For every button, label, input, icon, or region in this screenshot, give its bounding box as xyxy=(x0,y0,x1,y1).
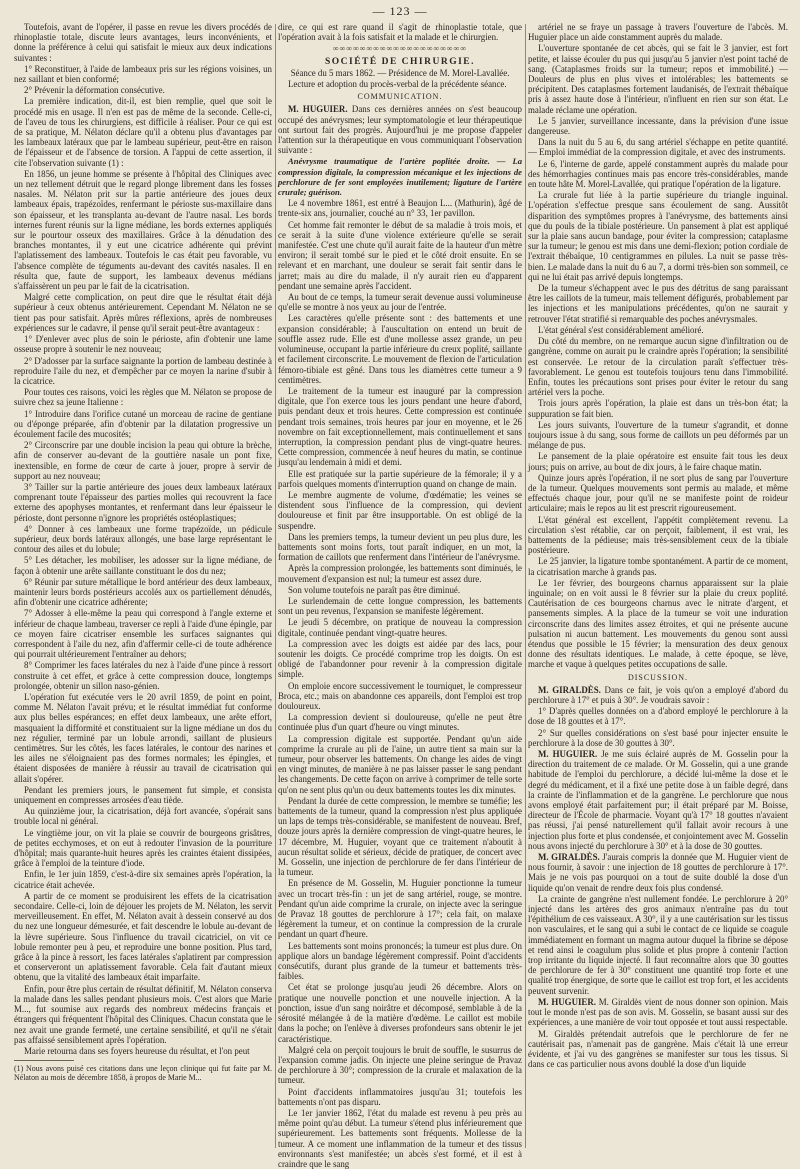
discussion-text: 1° D'après quelles données on a d'abord employé le perchlorure à la dose de 18 gouttes et à 17°. xyxy=(528,706,788,727)
communication-label: COMMUNICATION. xyxy=(357,92,443,102)
paragraph: Le membre augmente de volume, d'œdématie; les veines se distendent sous l'influence de la compression, qui devient douloureuse et finit par être insupportable. On est obligé de la suspendre. xyxy=(278,489,522,531)
discussion-paragraph xyxy=(528,728,788,748)
discussion-paragraph xyxy=(528,1029,788,1070)
paragraph: Au bout de ce temps, la tumeur serait devenue aussi volumineuse qu'elle se montre à nos yeux au jour de l'entrée. xyxy=(278,292,522,313)
paragraph: Le pansement de la plaie opératoire est ensuite fait tous les deux jours; puis on arrive, au bout de dix jours, à le faire chaque matin. xyxy=(528,451,788,472)
paragraph: Elle est pratiquée sur la partie supérieure de la fémorale; il y a parfois quelques moments d'interruption quand on change de main. xyxy=(278,468,522,489)
discussion-text: M. Giraldès prétendait autrefois que le perchlorure de fer ne cautérisait pas, n'amenait pas de gangrène. Mais c'était là une erreur évidente, et j'ai vu des gangrènes se manifester sur tous les tissus. Si dans ce cas particulier nous avons doublé la dose d'un liquide xyxy=(528,1028,788,1070)
paragraph: Les jours suivants, l'ouverture de la tumeur s'agrandit, et donne toujours issue à du sang, sous forme de caillots un peu déformés par un mélange de pus. xyxy=(528,419,788,451)
paragraph: Le 25 janvier, la ligature tombe spontanément. A partir de ce moment, la cicatrisation marche à grands pas. xyxy=(528,556,788,577)
paragraph: Cet état se prolonge jusqu'au jeudi 26 décembre. Alors on pratique une nouvelle ponction et une nouvelle injection. A la ponction, issue d'un sang noirâtre et décomposé, semblable à de la sérosité mélangée à de la matière d'œdème. Le caillot est mobile dans la poche; on l'enlève à diverses profondeurs sans obtenir le jet caractéristique. xyxy=(278,982,522,1044)
paragraph: Pendant la durée de cette compression, le membre se tuméfie; les battements de la tumeur, quand la compression n'est plus appliquée un laps de temps très-considérable, se manifestent de nouveau. Bref, douze jours après la dernière compression de vingt-quatre heures, le 17 décembre, M. Huguier, voyant que ce traitement n'aboutit à aucun résultat solide et sérieux, décide de pratiquer, de concert avec M. Gosselin, une injection de perchlorure de fer dans l'intérieur de la tumeur. xyxy=(278,795,522,878)
communication-text: Dans ces dernières années on s'est beaucoup occupé des anévrysmes; leur symptomatologie et leur thérapeutique ont surtout fait des progrès. Aujourd'hui je me propose d'appeler l'attention sur la thérapeutique en vous communiquant l'observation suivante : xyxy=(278,104,522,156)
discussion-text: M. Giraldès vient de nous donner son opinion. Mais tout le monde n'est pas de son avis. M. Gosselin, se basant aussi sur des expériences, a une manière de voir tout opposée et tout aussi respectable. xyxy=(528,996,788,1028)
footnote-rule xyxy=(14,1060,74,1061)
paragraph: L'état général s'est considérablement amélioré. xyxy=(538,324,704,335)
paragraph: L'ouverture spontanée de cet abcès, qui se fait le 3 janvier, est fort petite, et laisse écouler du pus qui jusqu'au 5 janvier n'est point taché de sang. (Cataplasmes froids sur la tumeur; repos et immobilité.) — Douleurs de plus en plus vives et intolérables; les battements se précipitent. Des cataplasmes fortement laudanisés, de l'extrait thébaïque pris à assez haute dose à l'intérieur, n'influent en rien sur son état. Le malade réclame une opération. xyxy=(528,43,788,115)
paragraph: Dans les premiers temps, la tumeur devient un peu plus dure, les battements sont moins forts, tout paraît indiquer, en un mot, la formation de caillots que renferment dans l'intérieur de l'anévrysme. xyxy=(278,531,522,563)
paragraph: 2° Circonscrire par une double incision la peau qui obture la brèche, afin de conserver au-devant de la gouttière nasale un pont fixe, inextensible, en forme de cœur de carte à jouer, propre à servir de support au nez nouveau; xyxy=(14,440,272,481)
paragraph: On emploie encore successivement le tourniquet, le compresseur Broca, etc.; mais on abandonne ces appareils, dont l'emploi est trop douloureux. xyxy=(278,680,522,711)
discussion-paragraph xyxy=(528,749,788,851)
paragraph: Les battements sont moins prononcés; la tumeur est plus dure. On applique alors un bandage légèrement compressif. Point d'accidents consécutifs, durant plus grande de la tumeur et battements très-faibles. xyxy=(278,940,522,982)
discussion-label: DISCUSSION. xyxy=(627,672,689,682)
case-title: Anévrysme traumatique de l'artère poplitée droite. — La compression digitale, la compression mécanique et les injections de perchlorure de fer sont employées inutilement; ligature de l'artère crurale; guérison. xyxy=(278,156,522,198)
paragraph: Le 4 novembre 1861, est entré à Beaujon L... (Mathurin), âgé de trente-six ans, journalier, couché au n° 33, 1er pavillon. xyxy=(278,198,522,219)
discussion-text: La crainte de gangrène n'est nullement fondée. Le perchlorure à 20° injecté dans les artères des gros animaux n'entraîne pas du tout l'épithélium de ces vaisseaux. A 30°, il y a une cautérisation sur les tissus non vasculaires, et le sang qui a subi le contact de ce liquide se coagule immédiatement en formant un magma autour duquel la fibrine se dépose et rend ainsi le coagulum plus solide et plus propre à contenir l'action trop irritante du liquide injecté. Il faut reconnaître alors que 30 gouttes de perchlorure de fer à 30° constituent une quantité trop forte et une qualité trop énergique, de sorte que le caillot est trop fort, et les accidents peuvent survenir. xyxy=(528,893,788,996)
discussion-text: 2° Sur quelles considérations on s'est basé pour injecter ensuite le perchlorure à la dose de 30 gouttes à 30°. xyxy=(528,727,788,748)
speaker-name: M. GIRALDÈS. xyxy=(538,852,600,863)
paragraph: Le 5 janvier, surveillance incessante, dans la prévision d'une issue dangereuse. xyxy=(528,115,788,137)
communication-intro xyxy=(278,104,522,155)
paragraph: Point d'accidents inflammatoires jusqu'au 31; toutefois les battements n'ont pas disparu. xyxy=(278,1086,522,1107)
column-right xyxy=(528,22,788,1150)
discussion-text: Dans ce fait, je vois qu'on a employé d'abord du perchlorure à 17° et puis à 30°. Je voudrais savoir : xyxy=(528,684,788,705)
paragraph: Pendant les premiers jours, le pansement fut simple, et consista uniquement en compresses arrosées d'eau tiède. xyxy=(14,784,272,806)
paragraph: L'opération fut exécutée vers le 20 avril 1859, de point en point, comme M. Nélaton l'avait prévu; et le résultat immédiat fut conforme aux plus belles espérances; en effet deux lambeaux, une arête effort, masquaient la difformité et constituaient sur la ligne médiane un dos du nez régulier, terminé par un lobule arrondi, saillant de plusieurs centimètres. Sur les côtés, les faces latérales, le contour des narines et les ailes ne s'éloignaient pas des formes normales; les épingles, et étaient disposées de manière à réussir au travail de cicatrisation qui allait s'opérer. xyxy=(14,692,272,784)
paragraph: Malgré cela on perçoit toujours le bruit de souffle, le susurrus de l'expansion comme jadis. On injecte une pleine seringue de Pravaz de perchlorure à 30°; compression de la crurale et malaxation de la tumeur. xyxy=(278,1044,522,1086)
paragraph: Le traitement de la tumeur est inauguré par la compression digitale, que l'on exerce tous les jours pendant une heure d'abord, puis pendant deux et trois heures. Cette compression est continuée pendant trois semaines, trois heures par jour en moyenne, et le 26 novembre on fait exceptionnellement, mais continuellement et sans interruption, la compression pendant plus de vingt-quatre heures. Cette compression, commencée à neuf heures du matin, se continue jusqu'au lendemain à midi et demi. xyxy=(278,385,522,468)
paragraph: Les caractères qu'elle présente sont : des battements et une expansion considérable; à l'auscultation on entend un bruit de souffle assez rude. Elle est d'une mollesse assez grande, un peu volumineuse, occupant la partie inférieure du creux poplité, saillante et facilement circonscrite. Le mouvement de flexion de l'articulation fémoro-tibiale est gêné. Dans tous les diamètres cette tumeur a 9 centimètres. xyxy=(278,313,522,385)
discussion-paragraph xyxy=(528,894,788,996)
paragraph: La crurale fut liée à la partie supérieure du triangle inguinal. L'opération s'effectue presque sans écoulement de sang. Aussitôt disparition des symptômes propres à l'anévrysme, des battements ainsi que du pouls de la tibiale postérieure. Un pansement à plat est appliqué sur la plaie sans aucun bandage, pour éviter la compression; cataplasme sur la tumeur; le genou est mis dans une demi-flexion; potion cordiale de l'extrait thébaïque, 10 centigrammes en pilules. La nuit se passe très-bien. Le malade dans la nuit du 6 au 7, a dormi très-bien son sommeil, ce qui ne lui était pas arrivé depuis longtemps. xyxy=(528,190,788,282)
speaker-name: M. GIRALDÈS. xyxy=(538,684,601,695)
paragraph: La compression avec les doigts est aidée par des lacs, pour soutenir les doigts. Ce procédé comprime trop les doigts. On est obligé de l'abandonner pour revenir à la compression digitale simple. xyxy=(278,638,522,680)
paragraph: Le surlendemain de cette longue compression, les battements sont un peu revenus, l'expansion se manifeste légèrement. xyxy=(278,595,522,617)
paragraph: L'état général est excellent, l'appétit complètement revenu. La circulation s'est rétablie, car on perçoit, faiblement, il est vrai, les battements de la pédieuse; mais très-sensiblement ceux de la tibiale postérieure. xyxy=(528,514,788,556)
paragraph: Au quinzième jour, la cicatrisation, déjà fort avancée, s'opérait sans trouble local ni général. xyxy=(14,806,272,827)
paragraph: Le jeudi 5 décembre, on pratique de nouveau la compression digitale, continuée pendant vingt-quatre heures. xyxy=(278,617,522,638)
paragraph: 1° D'enlever avec plus de soin le périoste, afin d'obtenir une lame osseuse propre à soutenir le nez nouveau; xyxy=(14,334,272,355)
paragraph: 2° Prévenir la déformation consécutive. xyxy=(24,85,165,96)
paragraph: La compression devient si douloureuse, qu'elle ne peut être continuée plus d'un quart d'heure ou vingt minutes. xyxy=(278,712,522,733)
paragraph: 1° Reconstituer, à l'aide de lambeaux pris sur les régions voisines, un nez saillant et bien conformé; xyxy=(14,63,272,85)
paragraph: Le 1er février, des bourgeons charnus apparaissent sur la plaie inguinale; on en voit aussi le 8 février sur la plaie du creux poplité. Cautérisation de ces bourgeons charnus avec le nitrate d'argent, et pansements simples. A la place de la tumeur se voit une induration circonscrite dans des limites assez étroites, et qui ne présente aucune pulsation ni aucun battement. Les mouvements du genou sont aussi étendus que possible le 15 février; la mensuration des deux genoux donne des résultats identiques. Le malade, à cette époque, se lève, marche et vaque à quelques petites occupations de salle. xyxy=(528,577,788,670)
paragraph: La compression digitale est supportée. Pendant qu'un aide comprime la crurale au pli de l'aine, un autre tient sa main sur la tumeur, pour observer les battements. On change les aides de vingt en vingt minutes, de manière à ne pas laisser passer le sang pendant les changements. De cette façon on arrive à comprimer de telle sorte qu'on ne sent plus qu'un ou deux battements toutes les dix minutes. xyxy=(278,733,522,795)
paragraph: 1° Introduire dans l'orifice cutané un morceau de racine de gentiane ou d'éponge préparée, afin d'obtenir par la dilatation progressive un écoulement facile des mucosités; xyxy=(14,408,272,439)
paragraph: 2° D'adosser par la surface saignante la portion de lambeau destinée à reproduire l'aile du nez, et d'empêcher par ce moyen la narine d'subir à la cicatrice. xyxy=(14,355,272,386)
discussion-paragraph xyxy=(528,997,788,1028)
paragraph: En présence de M. Gosselin, M. Huguier ponctionne la tumeur avec un trocart très-fin : un jet de sang artériel, rouge, se montre. Pendant qu'un aide comprime la crurale, on injecte avec la seringue de Pravaz 18 gouttes de perchlorure à 17°; cela fait, on malaxe légèrement la tumeur, et on continue la compression de la crurale pendant un quart d'heure. xyxy=(278,878,522,940)
paragraph: Enfin, pour être plus certain de résultat définitif, M. Nélaton conserva la malade dans les salles pendant plusieurs mois. C'est alors que Marie M..., fut soumise aux regards des nombreux médecins français et étrangers qui fréquentent l'hôpital des Cliniques. Chacun constata que le nez avait une grande fermeté, une certaine sensibilité, et qu'il ne s'était pas affaissé sensiblement après l'opération. xyxy=(14,983,272,1045)
paragraph: 5° Les détacher, les mobiliser, les adosser sur la ligne médiane, de façon à obtenir une arête saillante constituant le dos du nez; xyxy=(14,555,272,576)
paragraph: Le vingtième jour, on vit la plaie se couvrir de bourgeons grisâtres, de petites ecchymoses, et on eut à redouter l'invasion de la pourriture d'hôpital; mais quarante-huit heures après les craintes étaient dissipées, grâce à l'emploi de la teinture d'iode. xyxy=(14,827,272,869)
speaker-name: M. HUGUIER. xyxy=(538,996,596,1007)
paragraph: Cet homme fait remonter le début de sa maladie à trois mois, et ce serait à la suite d'une violence extérieure qu'elle se serait manifestée. C'est une chute qu'il aurait faite de la hauteur d'un mètre environ; il serait tombé sur le pied et le côté droit ensuite. En se relevant et en marchant, une douleur se serait fait sentir dans le jarret; mais au dire du malade, il n'y aurait rien eu d'apparent pendant une semaine après l'accident. xyxy=(278,219,522,291)
column-middle-body xyxy=(278,198,522,1169)
column-middle xyxy=(278,22,522,1169)
paragraph: Malgré cette complication, on peut dire que le résultat était déjà supérieur à ceux obtenus antérieurement. Cependant M. Nélaton ne se tient pas pour satisfait. Après mûres réflexions, après de nombreuses expériences sur le cadavre, il pense qu'il serait peut-être avantageux : xyxy=(14,292,272,333)
paragraph: 8° Comprimer les faces latérales du nez à l'aide d'une pince à ressort construite à cet effet, et grâce à cette compression douce, longtemps prolongée, obtenir un sillon naso-génien. xyxy=(14,660,272,691)
discussion-paragraph xyxy=(528,706,788,726)
paragraph: De la tumeur s'échappent avec le pus des détritus de sang paraissant être les caillots de la tumeur, mais tellement défigurés, probablement par les injections et les manipulations précédentes, qu'on ne saurait y retrouver l'état stratifié si remarquable des poches anévrysmales. xyxy=(528,283,788,324)
speaker-name: M. HUGUIER. xyxy=(288,104,348,115)
paragraph: Le 6, l'interne de garde, appelé constamment auprès du malade pour des hémorrhagies continues mais pas encore très-considérables, mande en toute hâte M. Morel-Lavallée, qui pratique l'opération de la ligature. xyxy=(528,158,788,190)
paragraph: Toutefois, avant de l'opérer, il passe en revue les divers procédés de rhinoplastie totale, discute leurs avantages, leurs inconvénients, et donne la préférence à celui qui satisfait le mieux aux deux indications suivantes : xyxy=(14,22,272,63)
paragraph: Du côté du membre, on ne remarque aucun signe d'infiltration ou de gangrène, comme on aurait pu le craindre après l'opération; la sensibilité est conservée. Le retour de la circulation paraît s'effectuer très-favorablement. Le genou est toutefois toujours tenu dans l'immobilité. Enfin, toutes les précautions sont prises pour éviter le retour du sang artériel vers la poche. xyxy=(528,336,788,398)
paragraph: artériel ne se fraye un passage à travers l'ouverture de l'abcès. M. Huguier place un aide constamment auprès du malade. xyxy=(528,22,788,43)
paragraph: La première indication, dit-il, est bien remplie, quel que soit le procédé mis en usage. Il n'en est pas de même de la seconde. Celle-ci, de l'aveu de tous les chirurgiens, est difficile à réaliser. Pour ce qui est de sa pratique, M. Nélaton déclare qu'il a obtenu plus d'avantages par les lambeaux latéraux que par le lambeau supérieur, peut-être en raison de l'épaisseur et de l'absence de torsion. A l'appui de cette assertion, il cite l'observation suivante (1) : xyxy=(14,96,272,168)
column-left xyxy=(14,22,272,1150)
column-divider xyxy=(275,24,276,1148)
section-title: SOCIÉTÉ DE CHIRURGIE. xyxy=(324,56,475,67)
paragraph: Marie retourna dans ses foyers heureuse du résultat, et l'on peut xyxy=(24,1045,250,1056)
footnote: (1) Nous avons puisé ces citations dans une leçon clinique qui fut faite par M. Nélaton au mois de décembre 1858, à propos de Marie M... xyxy=(14,1064,272,1083)
column-right-body xyxy=(528,22,788,670)
page-number: — 123 — xyxy=(372,4,428,18)
intro-paragraph: dire, ce qui est rare quand il s'agit de rhinoplastie totale, que l'opération avait à la fois satisfait et la malade et le chirurgien. xyxy=(278,22,522,43)
discussion-text: Je me suis éclairé auprès de M. Gosselin pour la direction du traitement de ce malade. Or M. Gosselin, qui a une grande habitude de l'emploi du perchlorure, a décidé lui-même la dose et le degré du médicament, et il a fixé une petite dose à un faible degré, dans la crainte de l'inflammation et de la gangrène. Le perchlorure que nous avons employé était parfaitement pur; il était préparé par M. Boisse, directeur de l'École de pharmacie. Voyant qu'à 17° 18 gouttes n'avaient pas réussi, j'ai pensé naturellement qu'il fallait avoir recours à une injection plus forte et plus condensée, et conjointement avec M. Gosselin nous avons injecté du perchlorure à 30° et à la dose de 30 gouttes. xyxy=(528,749,789,851)
discussion-body xyxy=(528,685,788,1070)
paragraph: A partir de ce moment se produisirent les effets de la cicatrisation secondaire. Celle-ci, loin de déjouer les projets de M. Nélaton, les servit merveilleusement. En effet, M. Nélaton avait à dessein conservé au dos du nez une longueur démesurée, et fait descendre le lobule au-devant de la lèvre supérieure. Sous l'influence du travail cicatriciel, on vit ce lobule remonter peu à peu, et reproduire une bonne position. Plus tard, grâce à la pince à ressort, les faces latérales s'aplatirent par compression et conserveront un aplatissement favorable. Cela fait d'autant mieux obtenu, que la vitalité des lambeaux était imparfaite. xyxy=(14,890,272,983)
paragraph: Après la compression prolongée, les battements sont diminués, le mouvement d'expansion est nul; la tumeur est assez dure. xyxy=(278,563,522,584)
section-ornament: ∞∞∞∞∞∞∞∞∞∞∞∞∞∞∞∞∞∞∞∞ xyxy=(332,44,468,54)
paragraph: 6° Réunir par suture métallique le bord antérieur des deux lambeaux, maintenir leurs bords postérieurs accolés aux os partiellement dénudés, afin d'obtenir une cicatrice adhérente; xyxy=(14,576,272,608)
paragraph: En 1856, un jeune homme se présente à l'hôpital des Cliniques avec un nez tellement détruit que le regard plonge librement dans les fosses nasales. M. Nélaton prit sur la partie antérieure des joues deux lambeaux épais, trapézoïdes, renfermant le périoste sus-maxillaire dans son épaisseur, et les transplanta au-devant de l'autre nasal. Les bords internes furent réunis sur la ligne médiane, les bords externes appliqués sur le pourtour osseux des maxillaires. Grâce à la dénudation des branches montantes, il y eut une cicatrice adhérente qui prévint l'aplatissement des lambeaux. Toutefois le cas était peu favorable, vu l'absence complète de téguments au-devant des cavités nasales. Il en résulta que, faute de support, les lambeaux devenus médians s'affaissèrent un peu par le fait de la cicatrisation. xyxy=(14,168,272,292)
paragraph: 3° Tailler sur la partie antérieure des joues deux lambeaux latéraux comprenant toute l'épaisseur des parties molles qui recouvrent la face externe des apophyses montantes, et renfermant dans leur épaisseur le périoste, dont personne n'ignore les propriétés ostéoplastiques; xyxy=(14,481,272,523)
paragraph: Son volume toutefois ne paraît pas être diminué. xyxy=(288,584,461,595)
session-line: Séance du 5 mars 1862. — Présidence de M. Morel-Lavallée. xyxy=(290,67,510,78)
paragraph: 7° Adosser à elle-même la peau qui correspond à l'angle externe et inférieur de chaque lambeau, traverser ce repli à l'aide d'une épingle, par ce moyen faire cicatriser ensemble les surfaces saignantes qui correspondent à l'aile du nez, afin d'affermir celle-ci de toute adhérence qui pourrait ultérieurement l'entraîner au dehors; xyxy=(14,608,272,660)
paragraph: Trois jours après l'opération, la plaie est dans un très-bon état; la suppuration se fait bien. xyxy=(528,398,788,419)
discussion-paragraph xyxy=(528,685,788,705)
paragraph: Le 1er janvier 1862, l'état du malade est revenu à peu près au même point qu'au début. La tumeur s'étend plus inférieurement que supérieurement. Les battements sont fréquents. Mollesse de la tumeur. A ce moment une inflammation de la tumeur et des tissus environnants s'est manifestée; un abcès s'est formé, et il est à craindre que le sang xyxy=(278,1107,522,1169)
paragraph: Quinze jours après l'opération, il ne sort plus de sang par l'ouverture de la tumeur. Quelques mouvements sont permis au malade, et même effectués chaque jour, pour qu'il ne se manifeste point de roideur articulaire; mais le repos au lit est prescrit rigoureusement. xyxy=(528,472,788,514)
paragraph: Enfin, le 1er juin 1859, c'est-à-dire six semaines après l'opération, la cicatrice était achevée. xyxy=(14,869,272,890)
paragraph: Pour toutes ces raisons, voici les règles que M. Nélaton se propose de suivre chez sa jeune Italienne : xyxy=(14,387,272,408)
minutes-line: Lecture et adoption du procès-verbal de la précédente séance. xyxy=(288,79,507,90)
speaker-name: M. HUGUIER. xyxy=(538,749,598,760)
column-left-body xyxy=(14,22,272,1056)
column-divider xyxy=(525,24,526,1148)
paragraph: Dans la nuit du 5 au 6, du sang artériel s'échappe en petite quantité. — Emploi immédiat de la compression digitale, et avec des instruments. xyxy=(528,137,788,158)
discussion-paragraph xyxy=(528,852,788,893)
discussion-text: J'aurais compris la donnée que M. Huguier vient de nous fournir, à savoir : une injection de 18 gouttes de perchlorure à 17°. Mais je ne vois pas pourquoi on a tout de suite doublé la dose d'un liquide qu'on venait de rendre deux fois plus condensé. xyxy=(528,852,789,893)
paragraph: 4° Donner à ces lambeaux une forme trapézoïde, un pédicule supérieur, deux bords latéraux allongés, une base large représentant le contour des ailes et du lobule; xyxy=(14,523,272,555)
